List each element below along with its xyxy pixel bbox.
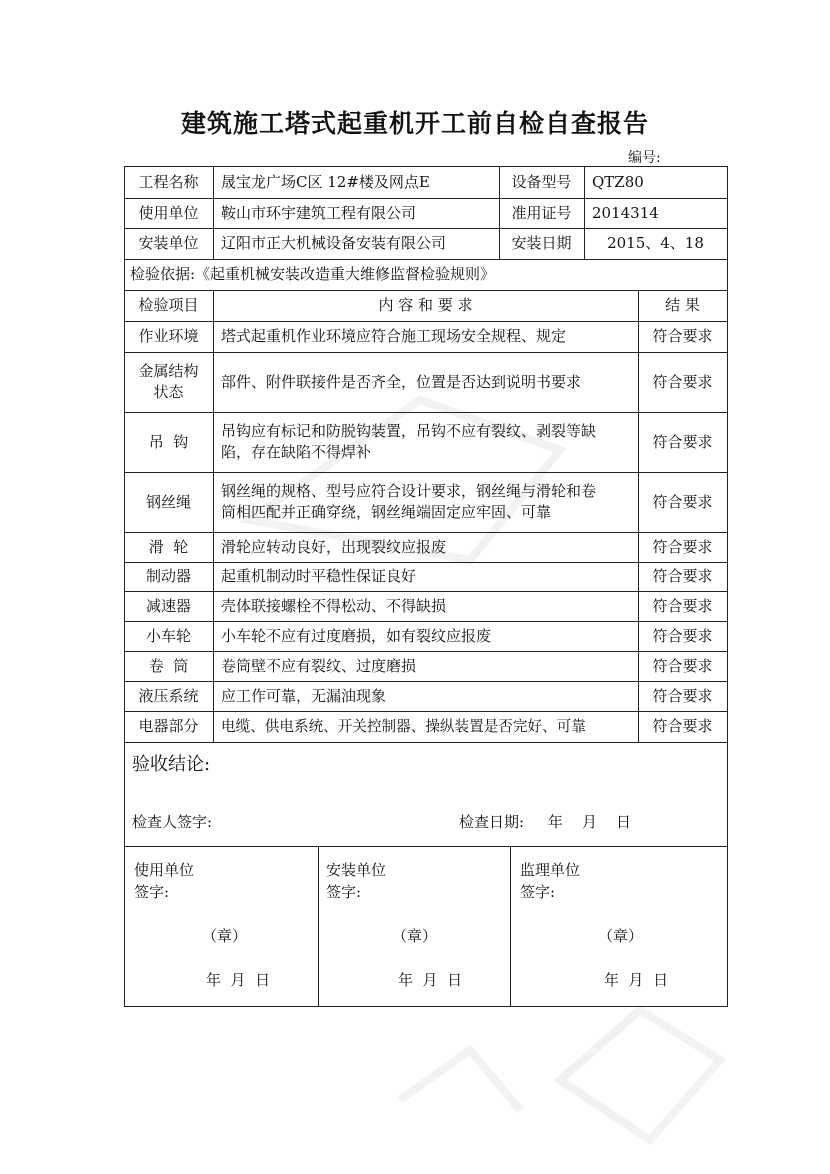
header-content: 内 容 和 要 求 — [378, 296, 473, 314]
install-unit-label: 安装单位 — [138, 234, 199, 252]
item-content: 卷筒壁不应有裂纹、过度磨损 — [221, 656, 417, 675]
install-unit-value: 辽阳市正大机械设备安装有限公司 — [221, 234, 447, 252]
item-name: 作业环境 — [138, 327, 199, 345]
inspector-signature-label: 检查人签字: — [132, 813, 213, 831]
equipment-model-label: 设备型号 — [511, 172, 572, 191]
item-name — [124, 352, 213, 412]
item-content: 小车轮不应有过度磨损，如有裂纹应报废 — [221, 626, 492, 645]
equipment-model-value: QTZ80 — [592, 172, 644, 191]
sig-sign-user: 签字: — [134, 883, 170, 901]
document-title: 建筑施工塔式起重机开工前自检自查报告 — [180, 109, 649, 138]
permit-no-label: 准用证号 — [511, 203, 572, 222]
project-name-value: 晟宝龙广场C区 12#楼及网点E — [221, 172, 430, 191]
doc-number-label: 编号: — [628, 150, 661, 166]
item-result: 符合要求 — [652, 567, 713, 585]
item-name: 滑 轮 — [148, 537, 189, 556]
inspection-date-label: 检查日期: 年 月 日 — [459, 813, 632, 831]
item-name: 电器部分 — [138, 717, 199, 735]
item-name-line: 状态 — [153, 383, 184, 401]
item-content: 部件、附件联接件是否齐全，位置是否达到说明书要求 — [221, 372, 582, 391]
item-result: 符合要求 — [652, 372, 713, 391]
item-content — [213, 412, 638, 472]
install-date-label: 安装日期 — [511, 234, 572, 252]
item-content-line: 钢丝绳的规格、型号应符合设计要求，钢丝绳与滑轮和卷 — [221, 482, 597, 500]
item-result: 符合要求 — [652, 432, 713, 451]
item-content: 应工作可靠，无漏油现象 — [221, 686, 387, 705]
item-name: 制动器 — [145, 567, 191, 585]
item-result: 符合要求 — [652, 537, 713, 556]
rule — [727, 166, 728, 1007]
sig-date-supervision: 年 月 日 — [604, 971, 669, 989]
item-content-line: 吊钩应有标记和防脱钩装置，吊钩不应有裂纹、剥裂等缺 — [221, 422, 597, 440]
rule — [124, 742, 728, 743]
sig-sign-supervision: 签字: — [520, 883, 556, 901]
install-date-value: 2015、4、18 — [607, 234, 704, 252]
item-content: 塔式起重机作业环境应符合施工现场安全规程、规定 — [221, 327, 567, 345]
item-name: 液压系统 — [138, 686, 199, 705]
header-item: 检验项目 — [138, 296, 199, 314]
conclusion-label: 验收结论: — [132, 754, 211, 775]
item-result: 符合要求 — [652, 686, 713, 705]
item-result: 符合要求 — [652, 492, 713, 511]
permit-no-value: 2014314 — [592, 203, 659, 222]
sig-seal-user: （章） — [202, 927, 248, 945]
item-content-line: 陷，存在缺陷不得焊补 — [221, 443, 372, 461]
sig-unit-supervision: 监理单位 — [520, 861, 581, 879]
item-content: 电缆、供电系统、开关控制器、操纵装置是否完好、可靠 — [221, 718, 586, 735]
user-unit-label: 使用单位 — [138, 203, 199, 222]
item-content: 滑轮应转动良好，出现裂纹应报废 — [221, 537, 447, 556]
sig-seal-install: （章） — [392, 927, 438, 945]
item-content-line: 筒相匹配并正确穿绕，钢丝绳端固定应牢固、可靠 — [221, 503, 552, 521]
sig-date-install: 年 月 日 — [398, 971, 463, 989]
inspection-basis: 检验依据:《起重机械安装改造重大维修监督检验规则》 — [130, 265, 496, 283]
sig-seal-supervision: （章） — [598, 927, 644, 945]
header-result: 结 果 — [665, 296, 700, 314]
user-unit-value: 鞍山市环宇建筑工程有限公司 — [221, 203, 417, 222]
item-result: 符合要求 — [652, 327, 713, 345]
item-name-line: 金属结构 — [138, 362, 199, 380]
item-content — [213, 472, 638, 532]
item-content: 起重机制动时平稳性保证良好 — [221, 567, 417, 585]
sig-unit-install: 安装单位 — [326, 861, 387, 879]
item-name: 小车轮 — [145, 626, 191, 645]
item-name: 钢丝绳 — [145, 492, 191, 511]
item-result: 符合要求 — [652, 717, 713, 735]
sig-sign-install: 签字: — [326, 883, 362, 901]
rule — [318, 846, 319, 1006]
rule — [124, 846, 728, 847]
project-name-label: 工程名称 — [138, 172, 199, 191]
item-name: 减速器 — [145, 596, 191, 615]
item-name: 卷 筒 — [148, 656, 189, 675]
rule — [124, 1006, 728, 1007]
sig-date-user: 年 月 日 — [206, 971, 271, 989]
item-result: 符合要求 — [652, 596, 713, 615]
sig-unit-user: 使用单位 — [134, 861, 195, 879]
item-result: 符合要求 — [652, 626, 713, 645]
rule — [510, 846, 511, 1006]
inspection-form — [124, 166, 728, 1007]
item-result: 符合要求 — [652, 656, 713, 675]
item-content: 壳体联接螺栓不得松动、不得缺损 — [221, 596, 447, 615]
item-name: 吊 钩 — [148, 432, 189, 451]
